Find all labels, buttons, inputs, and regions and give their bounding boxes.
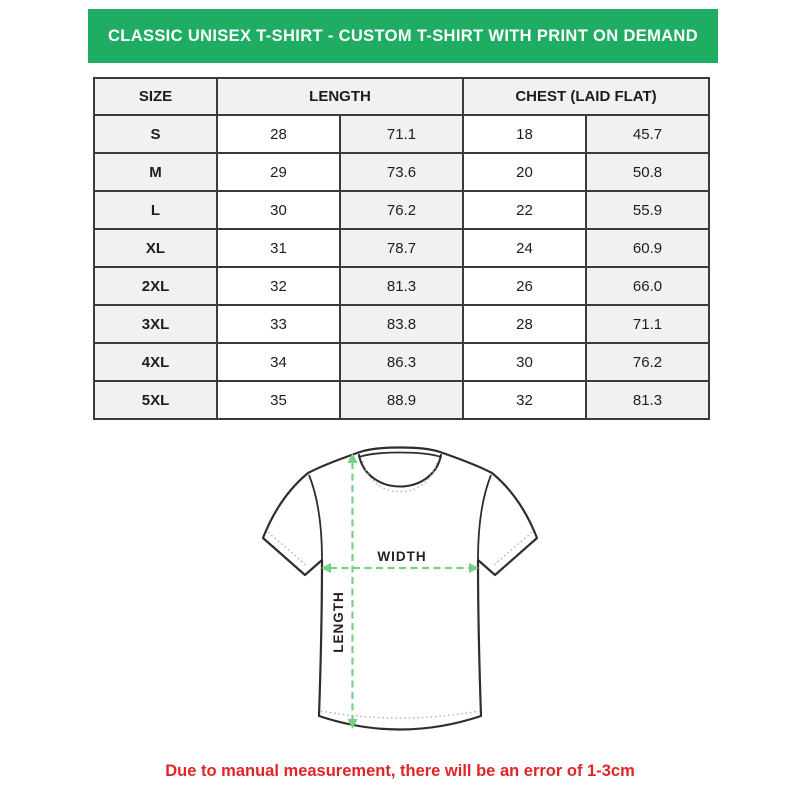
cell-length-in: 28 xyxy=(217,115,340,153)
cell-chest-cm: 66.0 xyxy=(586,267,709,305)
cell-chest-in: 18 xyxy=(463,115,586,153)
cell-size: L xyxy=(94,191,217,229)
table-row xyxy=(94,115,709,153)
cell-length-in: 32 xyxy=(217,267,340,305)
cell-size: 4XL xyxy=(94,343,217,381)
cell-size: S xyxy=(94,115,217,153)
col-header-size: SIZE xyxy=(94,78,217,115)
product-title: CLASSIC UNISEX T-SHIRT - CUSTOM T-SHIRT WITH PRINT ON DEMAND xyxy=(108,26,698,45)
cell-chest-cm: 50.8 xyxy=(586,153,709,191)
cell-size: M xyxy=(94,153,217,191)
cell-size: XL xyxy=(94,229,217,267)
cell-length-cm: 78.7 xyxy=(340,229,463,267)
cell-length-in: 29 xyxy=(217,153,340,191)
cell-length-cm: 86.3 xyxy=(340,343,463,381)
cell-chest-cm: 76.2 xyxy=(586,343,709,381)
table-row xyxy=(94,305,709,343)
cell-size: 2XL xyxy=(94,267,217,305)
cell-chest-in: 22 xyxy=(463,191,586,229)
cell-length-cm: 81.3 xyxy=(340,267,463,305)
cell-size: 3XL xyxy=(94,305,217,343)
size-chart-table xyxy=(93,77,710,420)
cell-chest-cm: 81.3 xyxy=(586,381,709,419)
header-row xyxy=(94,78,709,115)
length-label: LENGTH xyxy=(331,591,346,653)
cell-chest-cm: 71.1 xyxy=(586,305,709,343)
cell-chest-cm: 45.7 xyxy=(586,115,709,153)
cell-chest-in: 32 xyxy=(463,381,586,419)
cell-chest-in: 26 xyxy=(463,267,586,305)
product-title-banner xyxy=(88,9,718,63)
table-row xyxy=(94,191,709,229)
tshirt-outline xyxy=(263,448,537,730)
tshirt-measurement-diagram xyxy=(255,445,545,745)
cell-chest-in: 30 xyxy=(463,343,586,381)
cell-chest-in: 24 xyxy=(463,229,586,267)
table-row xyxy=(94,229,709,267)
table-row xyxy=(94,153,709,191)
cell-chest-in: 20 xyxy=(463,153,586,191)
cell-length-in: 31 xyxy=(217,229,340,267)
cell-length-in: 35 xyxy=(217,381,340,419)
table-row xyxy=(94,267,709,305)
cell-chest-cm: 60.9 xyxy=(586,229,709,267)
col-header-length: LENGTH xyxy=(217,78,463,115)
cell-length-cm: 76.2 xyxy=(340,191,463,229)
cell-length-cm: 73.6 xyxy=(340,153,463,191)
cell-chest-in: 28 xyxy=(463,305,586,343)
cell-length-cm: 71.1 xyxy=(340,115,463,153)
measurement-disclaimer: Due to manual measurement, there will be an error of 1-3cm xyxy=(165,762,635,780)
cell-chest-cm: 55.9 xyxy=(586,191,709,229)
width-label: WIDTH xyxy=(377,549,427,564)
table-row xyxy=(94,381,709,419)
cell-length-in: 34 xyxy=(217,343,340,381)
cell-length-cm: 88.9 xyxy=(340,381,463,419)
cell-length-in: 30 xyxy=(217,191,340,229)
table-row xyxy=(94,343,709,381)
cell-length-in: 33 xyxy=(217,305,340,343)
cell-size: 5XL xyxy=(94,381,217,419)
col-header-chest: CHEST (LAID FLAT) xyxy=(463,78,709,115)
cell-length-cm: 83.8 xyxy=(340,305,463,343)
